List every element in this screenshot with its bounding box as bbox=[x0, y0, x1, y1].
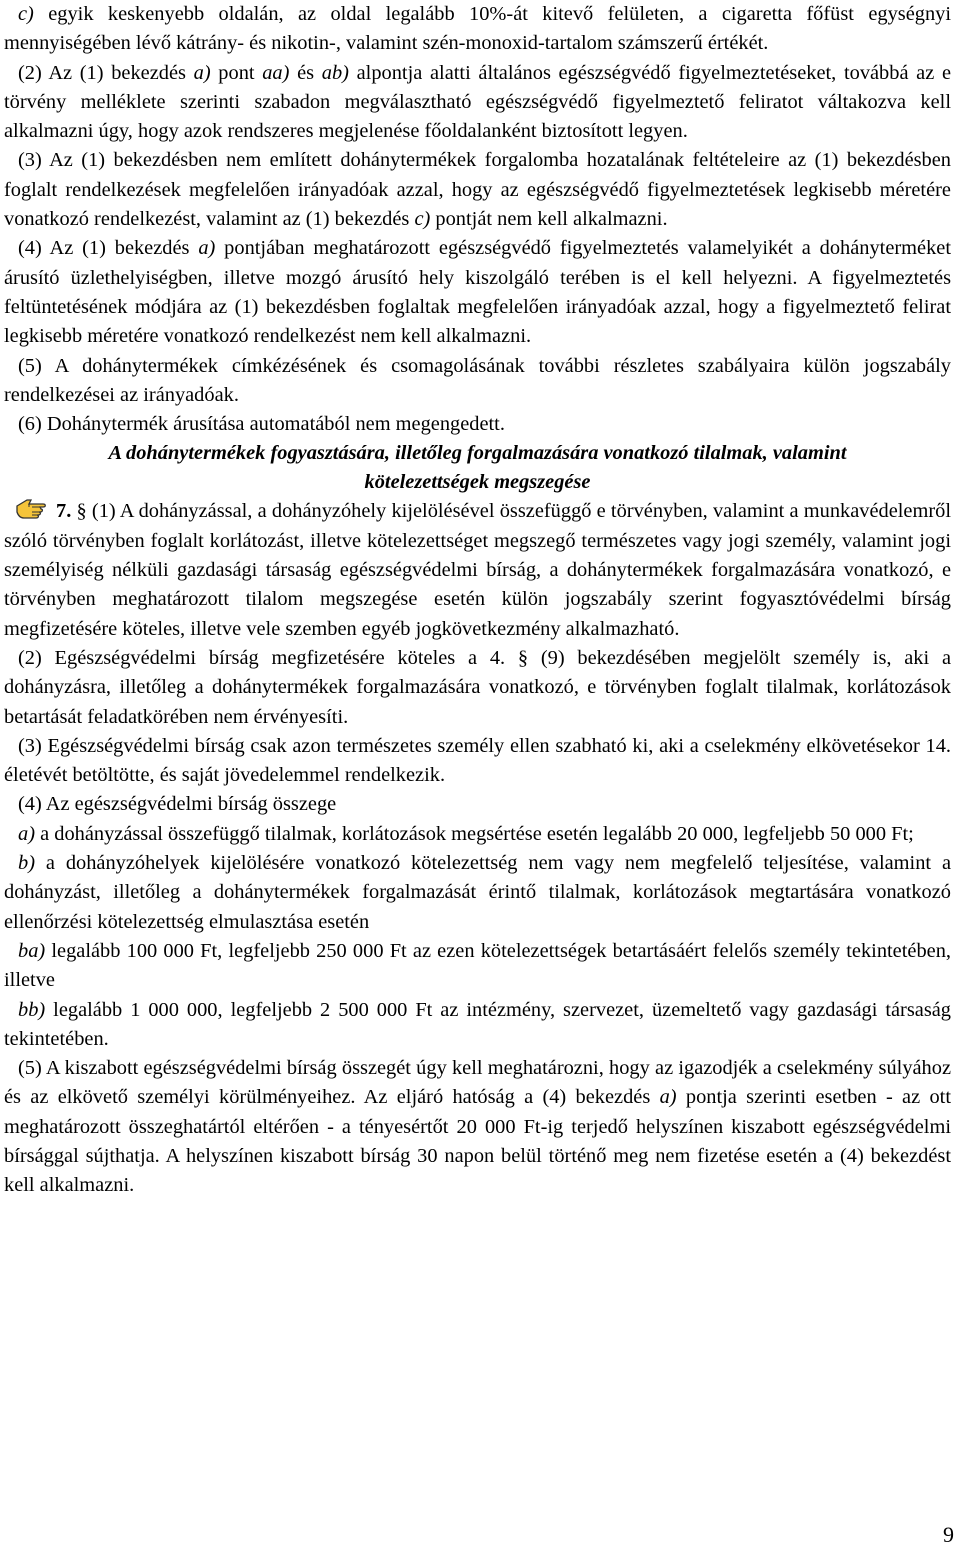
paragraph-marker: a) bbox=[198, 237, 216, 260]
paragraph-text: (5) A dohánytermékek címkézésének és csomagolásának további részletes szabályaira külön jogszabály rendelkezései az irányadóak. bbox=[4, 354, 951, 406]
paragraph-marker: a) bbox=[193, 61, 211, 84]
paragraph-text: a dohányzóhelyek kijelölésére vonatkozó kötelezettség nem vagy nem megfelelő teljesítése, valamint a dohányzást, illetőleg a dohánytermékek forgalmazását érintő tilalmak, korlátozások megtartására vonatkozó ellenőrzési kötelezettség elmulasztása esetén bbox=[4, 852, 951, 933]
paragraphs-after-heading bbox=[4, 644, 951, 1201]
section-number: 7. bbox=[56, 500, 72, 523]
paragraph-p2 bbox=[4, 59, 951, 147]
paragraph-text: legalább 1 000 000, legfeljebb 2 500 000 Ft az intézmény, szervezet, üzemeltető vagy gazdasági társaság tekintetében. bbox=[4, 998, 951, 1050]
paragraph-text: pont bbox=[210, 61, 263, 84]
paragraph-p4 bbox=[4, 234, 951, 351]
paragraph-marker: c) bbox=[18, 3, 34, 25]
paragraph-s4ba bbox=[4, 937, 951, 996]
paragraphs-before-heading bbox=[4, 0, 951, 439]
pointing-hand-icon bbox=[16, 497, 56, 519]
paragraph-text: és bbox=[289, 61, 322, 84]
paragraph-c bbox=[4, 0, 951, 59]
paragraph-text: (6) Dohánytermék árusítása automatából nem megengedett. bbox=[18, 413, 505, 436]
paragraph-text: alpontja alatti általános egészségvédő figyelmeztetéseket, továbbá az e törvény melléklete szerinti szabadon megválasztható egészségvédő figyelmeztető feliratot váltakozva kell alkalmazni úgy, hogy azok rendszeres megjelenése főoldalanként biztosított legyen. bbox=[4, 61, 951, 143]
paragraph-text: egyik keskenyebb oldalán, az oldal legalább 10%-át kitevő felületen, a cigaretta főfüst egységnyi mennyiségében lévő kátrány- és nikotin-, valamint szén-monoxid-tartalom számszerű értékét. bbox=[4, 3, 951, 55]
paragraph-marker: a) bbox=[18, 822, 35, 845]
paragraph-marker: ba) bbox=[18, 939, 46, 962]
paragraph-text: pontját nem kell alkalmazni. bbox=[430, 208, 668, 231]
paragraph-p5 bbox=[4, 352, 951, 411]
paragraph-s2 bbox=[4, 644, 951, 732]
paragraph-s3 bbox=[4, 732, 951, 791]
paragraph-text: a dohányzással összefüggő tilalmak, korlátozások megsértése esetén legalább 20 000, legfeljebb 50 000 Ft; bbox=[35, 822, 914, 845]
paragraph-text: (4) Az egészségvédelmi bírság összege bbox=[18, 793, 337, 816]
paragraph-text: (2) Egészségvédelmi bírság megfizetésére köteles a 4. § (9) bekezdésében megjelölt személy is, aki a dohányzásra, illetőleg a dohánytermékek forgalmazására vonatkozó, e törvényben foglalt tilalmak, korlátozások betartását feladatkörében nem érvényesíti. bbox=[4, 646, 951, 728]
section-7-text: § (1) A dohányzással, a dohányzóhely kijelölésével összefüggő e törvényben, valamint a munkavédelemről szóló törvényben foglalt korlátozást, illetve kötelezettséget megszegő természetes vagy jogi személy, valamint jogi személyiség nélküli gazdasági társaság egészségvédelmi bírság, a dohánytermékek forgalmazására vonatkozó, e törvényben meghatározott tilalom megszegése esetén külön jogszabály szerint fogyasztóvédelmi bírság megfizetésére köteles, illetve vele szemben egyéb jogkövetkezmény alkalmazható. bbox=[4, 500, 951, 640]
paragraph-s4bb bbox=[4, 996, 951, 1055]
paragraph-p3 bbox=[4, 146, 951, 234]
paragraph-marker: aa) bbox=[262, 61, 290, 84]
document-page bbox=[4, 0, 951, 1201]
paragraph-text: (3) Az (1) bekezdésben nem említett dohánytermékek forgalomba hozatalának feltételeire az (1) bekezdésben foglalt rendelkezések megfelelően irányadóak azzal, hogy az egészségvédő figyelmeztetések legkisebb méretére vonatkozó rendelkezést, valamint az (1) bekezdés bbox=[4, 149, 951, 231]
paragraph-s5 bbox=[4, 1054, 951, 1200]
paragraph-marker: bb) bbox=[18, 998, 46, 1021]
paragraph-marker: c) bbox=[414, 208, 431, 231]
paragraph-marker: a) bbox=[659, 1086, 677, 1109]
paragraph-text: pontja szerinti esetben - az ott meghatározott összeghatártól eltérően - a tényesértőt 20 000 Ft-ig terjedő helyszínen kiszabott egészségvédelmi bírsággal sújthatja. A helyszínen kiszabott bírság 30 napon belül történő meg nem fizetése esetén a (4) bekezdést kell alkalmazni. bbox=[4, 1086, 951, 1197]
paragraph-text: legalább 100 000 Ft, legfeljebb 250 000 Ft az ezen kötelezettségek betartásáért felelős személy tekintetében, illetve bbox=[4, 939, 951, 992]
paragraph-text: (4) Az (1) bekezdés bbox=[18, 237, 199, 260]
paragraph-text: (2) Az (1) bekezdés bbox=[18, 61, 194, 84]
paragraph-marker: ab) bbox=[321, 61, 349, 84]
paragraph-marker: b) bbox=[18, 852, 35, 875]
section-7-paragraph-1 bbox=[4, 497, 951, 643]
section-heading-line-2: kötelezettségek megszegése bbox=[364, 471, 591, 494]
paragraph-text: (3) Egészségvédelmi bírság csak azon természetes személy ellen szabható ki, aki a cselekmény elkövetésekor 14. életévét betöltötte, és saját jövedelemmel rendelkezik. bbox=[4, 734, 951, 787]
section-heading-line-1: A dohánytermékek fogyasztására, illetőleg forgalmazására vonatkozó tilalmak, valamint bbox=[108, 442, 847, 465]
paragraph-p6 bbox=[4, 410, 951, 439]
paragraph-text: (5) A kiszabott egészségvédelmi bírság összegét úgy kell meghatározni, hogy az igazodjék a cselekmény súlyához és az elkövető személyi körülményeihez. Az eljáró hatóság a (4) bekezdés bbox=[4, 1057, 951, 1109]
paragraph-s4 bbox=[4, 790, 951, 819]
paragraph-s4b bbox=[4, 849, 951, 937]
paragraph-s4a bbox=[4, 820, 951, 849]
page-number: 9 bbox=[943, 1522, 954, 1547]
paragraph-text: pontjában meghatározott egészségvédő figyelmeztetés valamelyikét a dohányterméket árusító üzlethelyiségben, illetve mozgó árusító hely kiszolgáló terében is el kell helyezni. A figyelmeztetés feltüntetésének módjára az (1) bekezdésben foglaltak megfelelően irányadóak azzal, hogy a figyelmeztető felirat legkisebb méretére vonatkozó rendelkezést nem kell alkalmazni. bbox=[4, 237, 951, 348]
